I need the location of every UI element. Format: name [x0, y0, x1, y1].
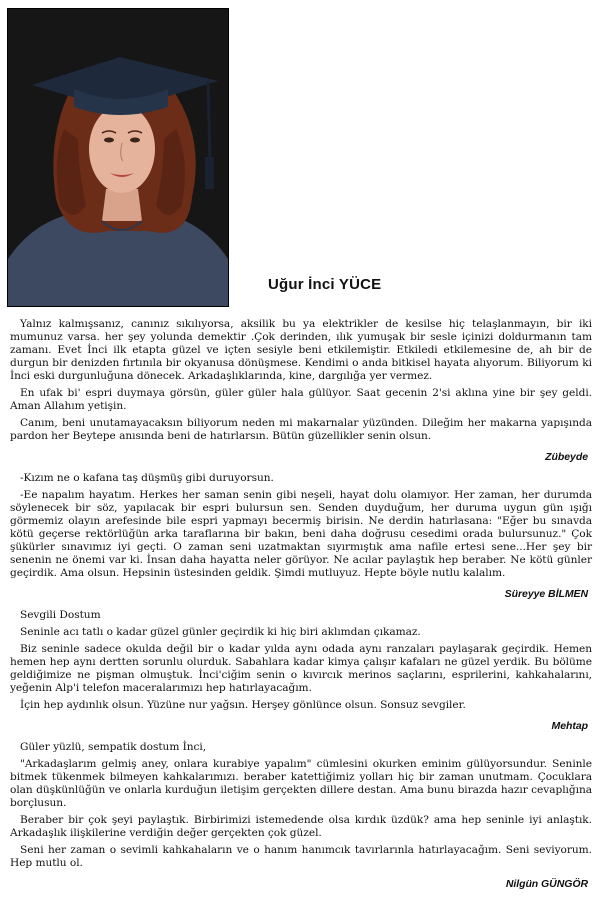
tribute-paragraph: İçin hep aydınlık olsun. Yüzüne nur yağsın. Herşey gönlünce olsun. Sonsuz sevgiler. [20, 699, 466, 711]
tribute-paragraph: "Arkadaşlarım gelmiş aney, onlara kurabiye yapalım" cümlesini okurken eminim gülüyorsundur. Seninle bitmek tükenmek bilmeyen kahkalarımızı. beraber katettiğimiz yolları hiç bir zaman unutmam. Çocuklara olan düşkünlüğün ve onlarla kurduğun iletişim gerçekten dillere destan. Ama bunu birazda hazır cevaplığına borçlusun. [10, 758, 592, 809]
signature: Zübeyde [545, 451, 588, 463]
tribute-paragraph: -Ee napalım hayatım. Herkes her saman senin gibi neşeli, hayat dolu olamıyor. Her zaman, her durumda söylenecek bir söz, yapılacak bir espri bulursun sen. Senden duyduğum, her duruma uygun gün ışığı görmemiz olayın arefesinde bile espri yapmayı becermiş birisin. Ne derdin hatırlasana: "Eğer bu sınavda kötü geçerse rektörlüğün arka taraflarına bir bakın, beni daha doğrusu cesedimi orada bulursunuz." Çok şükürler sınavımız iyi geçti. O zaman seni uzatmaktan sıyırmıştık ama nafile ertesi sene...Her şey bir senenin ne önemi var ki. İnsan daha hayatta neler görüyor. Ne acılar paylaştık hep beraber. Ne kötü günler geçirdik. Ama olsun. Hepsinin üstesinden geldik. Şimdi mutluyuz. Hepte böyle nutlu kalalım. [10, 489, 592, 579]
tribute-paragraph: Yalnız kalmışsanız, canınız sıkılıyorsa, aksilik bu ya elektrikler de kesilse hiç telaşlanmayın, bir iki mumunuz varsa. her şey yolunda demektir .Çok derinden, ılık yumuşak bir sesle içinizi doldurmanın tam zamanı. Evet İnci ilk etapta güzel ve içten sesiyle beni etkilemiştir. Etkiledi etkilemesine de, ah bir de durgun bir denizden fırtınıla bir okyanusa dönüşmese. Kendimi o anda bitkisel hayata alıyorum. Biliyorum ki İnci eski durgunluğuna dönecek. Arkadaşlıklarında, kine, dargılığa yer vermez. [10, 318, 592, 382]
tribute-paragraph: En ufak bi' espri duymaya görsün, güler güler hala gülüyor. Saat gecenin 2'si aklına yine bir şey geldi. Aman Allahım yetişin. [10, 387, 592, 412]
tribute-paragraph: Güler yüzlü, sempatik dostum İnci, [20, 741, 207, 753]
tribute-paragraph: Beraber bir çok şeyi paylaştık. Birbirimizi istemedende olsa kırdık üzdük? ama hep seninle iyi anlaştık. Arkadaşlık ilişkilerine verdiğin değer gerçekten çok güzel. [10, 814, 592, 839]
tribute-paragraph: Sevgili Dostum [20, 609, 101, 621]
student-name: Uğur İnci YÜCE [268, 276, 382, 293]
signature: Nilgün GÜNGÖR [505, 878, 588, 890]
tribute-paragraph: Seni her zaman o sevimli kahkahaların ve o hanım hanımcık tavırlarınla hatırlayacağım. Seni seviyorum. Hep mutlu ol. [10, 844, 592, 869]
tribute-paragraph: Seninle acı tatlı o kadar güzel günler geçirdik ki hiç biri aklımdan çıkamaz. [20, 626, 421, 638]
graduation-portrait-image [8, 9, 228, 306]
tribute-text [10, 318, 592, 899]
signature: Süreyye BİLMEN [504, 588, 588, 600]
signature: Mehtap [551, 720, 588, 732]
tribute-paragraph: Canım, beni unutamayacaksın biliyorum neden mi makarnalar yüzünden. Dileğim her makarna yapışında pardon her Beytepe anısında beni de hatırlarsın. Bütün güzellikler senin olsun. [10, 417, 592, 442]
tribute-paragraph: Biz seninle sadece okulda değil bir o kadar yılda aynı odada aynı ranzaları paylaşarak geçirdik. Hemen hemen hep aynı dertten sorunlu olurduk. Sabahlara kadar kimya çalışır kafaları ne güzel yerdik. Bu bölüme geldiğimize ne pişman olmuştuk. İnci'ciğim senin o kıvırcık merinos saçlarını, esprilerini, kahkahalarını, yeğenin Alp'i telefon maceralarımızı hep hatırlayacağım. [10, 643, 592, 694]
tribute-paragraph: -Kızım ne o kafana taş düşmüş gibi duruyorsun. [20, 472, 274, 484]
graduation-photo [7, 8, 229, 307]
